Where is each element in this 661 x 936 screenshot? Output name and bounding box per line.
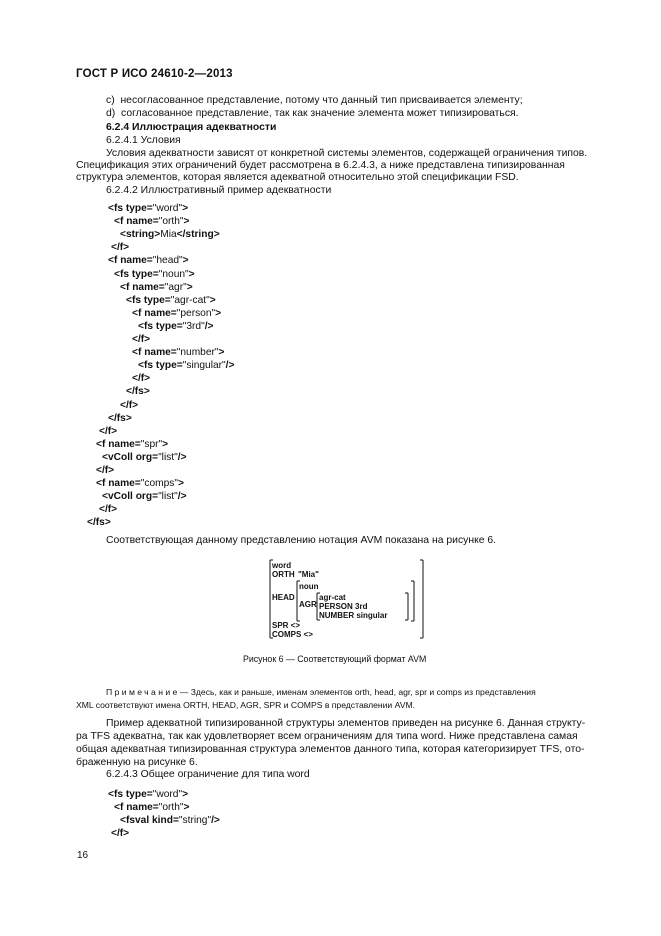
avm-spr: SPR <> [272,621,301,630]
code-tag: <f [108,255,121,267]
code-line [111,827,129,840]
code-attr: type= [143,294,171,306]
code-attr: name= [144,307,177,319]
code-line [132,333,150,346]
code-val: "spr" [140,438,163,450]
code-tag: </f> [132,334,151,345]
code-val: "orth" [158,216,184,228]
code-line [102,451,187,464]
code-val: "word" [152,203,183,214]
paragraph-line: Спецификация этих ограничений будет рассмотрена в 6.2.4.3, а ниже представлена типизированная [76,160,565,171]
list-item-d [106,107,519,121]
code-tag: <fs [138,360,156,372]
code-tag: <f [114,802,127,814]
code-tag: <f [132,347,145,359]
note-line-1 [106,686,536,699]
code-tag: </f> [99,425,118,437]
figure-caption: Рисунок 6 — Соответствующий формат AVM [243,654,427,664]
paragraph-line: общая адекватная типизированная структура элементов данного типа, которая категоризирует TFS, ото- [76,744,585,755]
code-line [114,268,195,281]
code-end: > [188,268,195,280]
code-attr: name= [108,438,141,450]
code-val: "number" [176,347,219,359]
paragraph-line: браженную на рисунке 6. [76,757,198,768]
code-line [111,241,129,254]
code-val: Mia [160,229,177,241]
code-line [132,372,150,385]
code-line [126,294,216,307]
paragraph-line: Условия адекватности зависят от конкретной системы элементов, содержащей ограничения типов. [106,148,588,159]
code-line [138,320,214,333]
code-line [120,281,193,294]
code-line [126,385,150,398]
code-tag: <f [120,281,133,293]
code-attr: name= [144,347,177,359]
page-number: 16 [77,850,89,861]
list-item-c [106,94,523,108]
code-tag: <fs [126,294,144,306]
code-val: "comps" [140,478,178,490]
code-attr: name= [120,255,153,267]
code-line [114,801,190,814]
avm-figure [260,558,430,640]
avm-orth-value: "Mia" [298,570,319,579]
code-line [108,412,132,425]
code-end: /> [177,451,187,463]
code-tag: </f> [111,242,130,254]
code-tag: <f [96,438,109,450]
code-end: > [162,438,169,450]
code-tag: <fs [108,203,126,214]
code-tag: <fsval [120,815,153,827]
avm-type-word: word [272,561,292,570]
code-line [102,490,187,503]
code-tag: </f> [96,465,115,476]
list-marker: d) [106,108,116,119]
code-tag: </f> [99,504,118,516]
code-attr: org= [135,491,159,503]
code-attr: type= [155,320,183,332]
code-line [96,464,114,477]
code-tag: <fs [114,268,132,280]
avm-intro-text: Соответствующая данному представлению нотация AVM показана на рисунке 6. [106,535,497,546]
code-val: "head" [152,255,183,267]
avm-number: NUMBER singular [319,611,388,620]
code-attr: name= [132,281,165,293]
code-attr: type= [125,789,153,800]
avm-noun: noun [299,582,319,591]
code-attr: type= [125,203,153,214]
code-end: /> [177,491,187,503]
code-val: "3rd" [182,320,205,332]
code-tag: </f> [132,373,151,385]
paragraph-line: ра TFS адекватна, так как удовлетворяет всем ограничениям для типа word. Ниже представлена самая [76,731,578,742]
code-tag: <vColl [102,451,136,463]
code-attr: name= [108,478,141,490]
code-line [108,202,188,215]
code-tag: </f> [111,828,130,840]
code-val: "singular" [182,360,226,372]
code-tag: </fs> [108,412,132,424]
code-line [120,814,220,827]
code-val: "agr" [164,281,187,293]
avm-agr-label: AGR [299,600,317,609]
note-text: — Здесь, как и раньше, именам элементов orth, head, agr, spr и comps из представления [179,687,536,697]
code-end: /> [211,815,220,827]
list-text: согласованное представление, так как значение элемента может типизироваться. [121,108,519,119]
code-tag: <vColl [102,491,136,503]
code-line [120,228,220,241]
section-heading-6-2-4-3: 6.2.4.3 Общее ограничение для типа word [106,769,310,780]
code-line [99,503,117,516]
code-val: "list" [158,491,178,503]
code-attr: org= [135,451,159,463]
code-val: "agr-cat" [170,294,210,306]
section-heading-6-2-4-1: 6.2.4.1 Условия [106,135,181,146]
code-end: </string> [176,229,220,241]
code-attr: name= [126,216,159,228]
paragraph-line: Пример адекватной типизированной структуры элементов приведен на рисунке 6. Данная структу- [106,718,586,729]
code-line [96,438,168,451]
code-line [108,788,188,801]
code-tag: <f [96,478,109,490]
code-line [138,359,234,372]
avm-head-label: HEAD [272,593,295,602]
code-line [87,516,111,529]
code-tag: <f [114,216,127,228]
code-end: > [183,216,190,228]
code-line [96,477,184,490]
code-end: > [182,255,189,267]
code-end: > [186,281,193,293]
code-attr: kind= [152,815,179,827]
code-val: "word" [152,789,183,800]
code-line [99,425,117,438]
section-heading-6-2-4: 6.2.4 Иллюстрация адекватности [106,122,277,133]
code-end: > [215,307,222,319]
code-tag: <f [132,307,145,319]
avm-orth-label: ORTH [272,570,295,579]
code-val: "string" [178,815,212,827]
paragraph-line: структура элементов, которая является адекватной относительно этой спецификации FSD. [76,172,519,183]
code-attr: type= [155,360,183,372]
code-attr: name= [126,802,159,814]
code-val: "noun" [158,268,189,280]
document-header: ГОСТ Р ИСО 24610-2—2013 [76,68,233,80]
code-end: > [183,802,190,814]
code-line [114,215,190,228]
code-tag: </fs> [126,386,150,398]
avm-comps: COMPS <> [272,630,313,639]
code-end: > [178,478,184,490]
code-attr: type= [131,268,159,280]
code-line [132,307,221,320]
code-end: /> [225,360,235,372]
list-marker: c) [106,95,115,106]
code-line [108,254,189,267]
code-tag: <string> [120,229,161,241]
code-val: "person" [176,307,216,319]
code-line [120,399,138,412]
list-text: несогласованное представление, потому что данный тип присваивается элементу; [120,95,523,106]
code-line [132,346,224,359]
code-val: "orth" [158,802,184,814]
code-end: > [218,347,225,359]
avm-agr-cat: agr-cat [319,593,346,602]
code-tag: <fs [138,320,156,332]
code-tag: </f> [120,399,139,411]
code-end: /> [204,320,214,332]
avm-person: PERSON 3rd [319,602,368,611]
note-label: Примечание [106,687,180,697]
section-heading-6-2-4-2: 6.2.4.2 Иллюстративный пример адекватности [106,185,332,196]
code-end: > [182,789,189,800]
note-line-2: XML соответствуют имена ORTH, HEAD, AGR, SPR и COMPS в представлении AVM. [76,700,415,710]
code-tag: <fs [108,789,126,800]
code-end: > [182,203,189,214]
code-tag: </fs> [87,517,111,529]
code-val: "list" [158,451,178,463]
code-end: > [209,294,216,306]
